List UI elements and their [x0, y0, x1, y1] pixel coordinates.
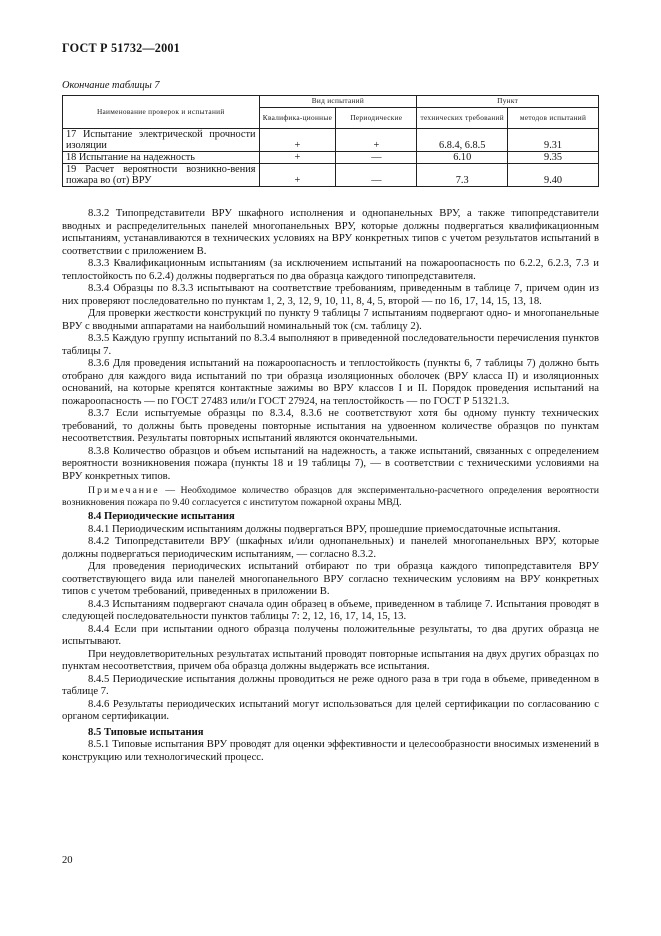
- row-name: 19 Расчет вероятности возникно-вения пожара во (от) ВРУ: [63, 164, 260, 187]
- row-period: —: [336, 164, 417, 187]
- table-caption: Окончание таблицы 7: [62, 80, 160, 91]
- paragraph-8-3-4-cont: Для проверки жесткости конструкций по пункту 9 таблицы 7 испытаниям подвергают одно- и многопанельные ВРУ с вводными аппаратами на наибольший номинальный ток (см. таблицу 2).: [62, 308, 599, 332]
- row-qual: +: [259, 152, 336, 164]
- row-tech: 6.8.4, 6.8.5: [417, 129, 508, 152]
- table-7: [62, 95, 599, 187]
- col-header-name: Наименование проверок и испытаний: [63, 96, 260, 129]
- note-text: — Необходимое количество образцов для экспериментально-расчетного определения вероятности возникновения пожара по 9.40 согласуется с институтом пожарной охраны МВД.: [62, 485, 599, 508]
- col-header-tech-requirements: технических требований: [417, 108, 508, 129]
- paragraph-8-4-4-cont: При неудовлетворительных результатах испытаний проводят повторные испытания на двух других образцах по пунктам несоответствия, причем оба образца должны выдержать все испытания.: [62, 648, 599, 672]
- paragraph-8-4-2: 8.4.2 Типопредставители ВРУ (шкафных и/или однопанельных) и панелей многопанельных ВРУ, которые должны подвергаться периодическим испытаниям, — согласно 8.3.2.: [62, 536, 599, 560]
- row-tech: 7.3: [417, 164, 508, 187]
- paragraph-8-3-7: 8.3.7 Если испытуемые образцы по 8.3.4, 8.3.6 не соответствуют хотя бы одному пункту технических требований, то должны быть проведены повторные испытания на удвоенном количестве образцов по пунктам несоответствия. Результаты повторных испытаний являются окончательными.: [62, 408, 599, 444]
- col-header-periodic: Периодические: [336, 108, 417, 129]
- col-header-qualification: Квалифика-ционные: [259, 108, 336, 129]
- row-tech: 6.10: [417, 152, 508, 164]
- paragraph-8-5-1: 8.5.1 Типовые испытания ВРУ проводят для оценки эффективности и целесообразности вносимых изменений в конструкцию или технологический процесс.: [62, 739, 599, 763]
- paragraph-8-4-4: 8.4.4 Если при испытании одного образца получены положительные результаты, то два других образца не испытывают.: [62, 623, 599, 647]
- col-group-test-type: Вид испытаний: [259, 96, 417, 108]
- section-heading-8-5: 8.5 Типовые испытания: [88, 726, 204, 738]
- paragraph-8-3-3: 8.3.3 Квалификационным испытаниям (за исключением испытаний на пожароопасность по 6.2.2, 6.2.3, 7.3 и теплостойкость по 6.2.4) должны подвергаться по два образца каждого типопредставителя.: [62, 258, 599, 282]
- row-qual: +: [259, 164, 336, 187]
- section-heading-8-4: 8.4 Периодические испытания: [88, 511, 235, 522]
- paragraph-8-3-8: 8.3.8 Количество образцов и объем испытаний на надежность, а также испытаний, связанных с определением вероятности возникновения пожара (пункты 18 и 19 таблицы 7), — в соответствии с техническими условиями на ВРУ конкретных типов.: [62, 445, 599, 482]
- paragraph-8-4-2-cont: Для проведения периодических испытаний отбирают по три образца каждого типопредставителя ВРУ соответствующего вида или панелей многопанельного ВРУ согласно техническим условиям на ВРУ конкретных типов с учетом требований, приведенных в приложении В.: [62, 561, 599, 597]
- row-name: 18 Испытание на надежность: [63, 152, 260, 164]
- document-body: [62, 208, 599, 764]
- paragraph-8-4-5: 8.4.5 Периодические испытания должны проводиться не реже одного раза в три года в объеме, приведенном в таблице 7.: [62, 673, 599, 697]
- paragraph-8-3-5: 8.3.5 Каждую группу испытаний по 8.3.4 выполняют в приведенной последовательности перечисления пунктов таблицы 7.: [62, 333, 599, 357]
- note-label: Примечание: [88, 485, 160, 496]
- table-row: [63, 152, 599, 164]
- note: [62, 485, 599, 508]
- paragraph-8-3-4: 8.3.4 Образцы по 8.3.3 испытывают на соответствие требованиям, приведенным в таблице 7, причем один из них проверяют последовательно по пунктам 1, 2, 3, 12, 9, 10, 11, 8, 4, 5, второй — по 16, 17, 14, 15, 13, 18.: [62, 283, 599, 307]
- paragraph-8-4-3: 8.4.3 Испытаниям подвергают сначала один образец в объеме, приведенном в таблице 7. Испытания проводят в следующей последовательности пунктов таблицы 7: 2, 12, 16, 17, 14, 15, 13.: [62, 598, 599, 622]
- row-methods: 9.31: [508, 129, 599, 152]
- page-number: 20: [62, 855, 73, 866]
- row-qual: +: [259, 129, 336, 152]
- paragraph-8-4-1: 8.4.1 Периодическим испытаниям должны подвергаться ВРУ, прошедшие приемосдаточные испытания.: [88, 523, 561, 535]
- table-row: [63, 164, 599, 187]
- paragraph-8-3-6: 8.3.6 Для проведения испытаний на пожароопасность и теплостойкость (пункты 6, 7 таблицы 7) должно быть отобрано для каждого вида испытаний по три образца изоляционных оболочек (ВРУ класса II) и изоляционных оснований, на которые крепятся контактные зажимы во ВРУ классов I и II. Порядок проведения испытаний на пожароопасность — по ГОСТ 27483 или/и ГОСТ 27924, на теплостойкость — по ГОСТ Р 51321.3.: [62, 358, 599, 407]
- row-methods: 9.35: [508, 152, 599, 164]
- row-period: —: [336, 152, 417, 164]
- col-group-clause: Пункт: [417, 96, 599, 108]
- row-methods: 9.40: [508, 164, 599, 187]
- paragraph-8-4-6: 8.4.6 Результаты периодических испытаний могут использоваться для целей сертификации по согласованию с органом сертификации.: [62, 698, 599, 722]
- row-name: 17 Испытание электрической прочности изоляции: [63, 129, 260, 152]
- document-header: ГОСТ Р 51732—2001: [62, 41, 180, 55]
- paragraph-8-3-2: 8.3.2 Типопредставители ВРУ шкафного исполнения и однопанельных ВРУ, а также типопредставители вводных и распределительных панелей многопанельных ВРУ, которые должны подвергаться квалификационным испытаниям, устанавливаются в технических условиях на ВРУ конкретных типов с учетом результатов испытаний в соответствии с приложением В.: [62, 208, 599, 257]
- row-period: +: [336, 129, 417, 152]
- table-row: [63, 129, 599, 152]
- col-header-test-methods: методов испытаний: [508, 108, 599, 129]
